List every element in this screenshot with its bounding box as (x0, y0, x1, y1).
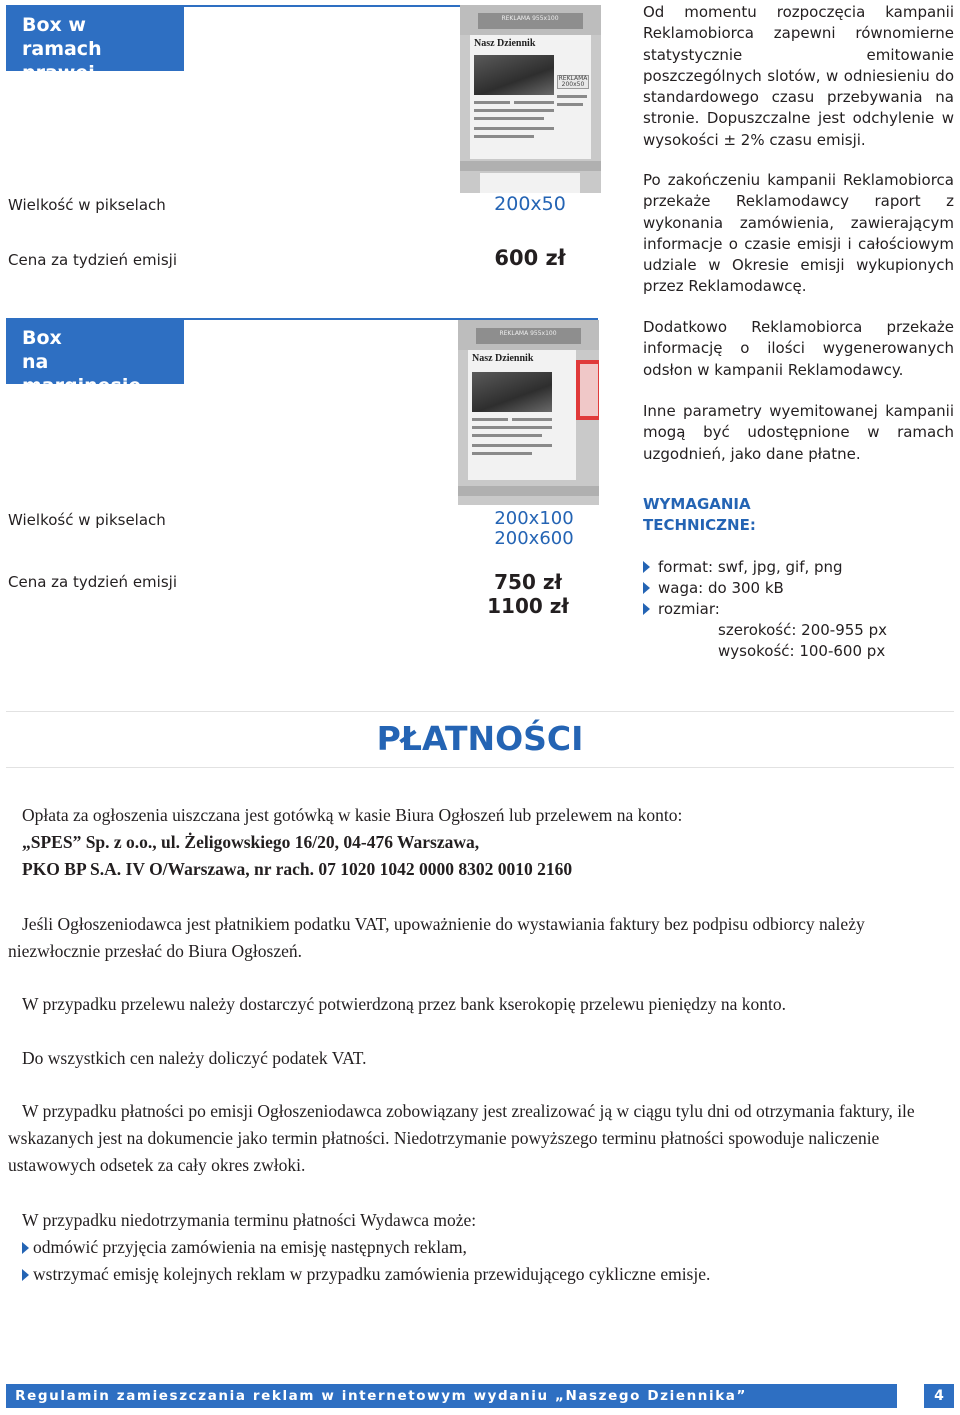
section2-label-line1: Box (22, 327, 62, 349)
tech-requirements-title-2: TECHNICZNE: (643, 516, 756, 534)
section2-size-value-2: 200x600 (494, 528, 574, 549)
margin-ad-outline (576, 360, 599, 420)
right-paragraph-4: Inne parametry wyemitowanej kampanii mogą być udostępnione w ramach uzgodnień, jako dane płatne. (643, 402, 954, 463)
right-paragraph-3: Dodatkowo Reklamobiorca przekaże informację o ilości wygenerowanych odsłon w kampanii Reklamodawcy. (643, 318, 954, 379)
section1-label (6, 5, 184, 108)
payments-title: PŁATNOŚCI (376, 719, 584, 758)
section2-thumb-masthead: REKLAMA 955x100 (499, 330, 557, 337)
tech-requirements-list (643, 557, 887, 662)
payments-paragraph-4: Do wszystkich cen należy doliczyć podatek VAT. (22, 1048, 367, 1068)
payments-paragraph-5: W przypadku płatności po emisji Ogłoszeniodawca zobowiązany jest zrealizować ją w ciągu tylu dni od otrzymania faktury, ile wskazanych jest na dokumencie jako termin płatności. Niedotrzymanie powyższego terminu płatności spowoduje naliczenie ustawowych odsetek za cały okres zwłoki. (8, 1101, 915, 1175)
payments-top-divider (6, 711, 954, 712)
page-number-value: 4 (934, 1388, 944, 1404)
section2-size-label: Wielkość w pikselach (8, 511, 166, 529)
right-paragraph-2: Po zakończeniu kampanii Reklamobiorca przekaże Reklamodawcy raport z wykonania zamówienia, zawierającym informacje o czasie emisji i całościowym udziale w Okresie emisji wykupionych przez Reklamodawcę. (643, 171, 954, 296)
list-item: wstrzymać emisję kolejnych reklam w przypadku zamówienia przewidującego cykliczne emisje. (8, 1261, 954, 1288)
payments-bottom-divider (6, 767, 954, 768)
payments-paragraph-3: W przypadku przelewu należy dostarczyć potwierdzoną przez bank kserokopię przelewu pieniędzy na konto. (22, 994, 787, 1014)
footer-bar (6, 1384, 897, 1408)
tech-requirements-title (643, 494, 756, 536)
list-item: rozmiar: (643, 599, 887, 620)
section1-thumb-ad: REKLAMA 200x50 (558, 75, 588, 88)
section1-price-label: Cena za tydzień emisji (8, 251, 177, 269)
section1-label-line1: Box w ramach (22, 14, 102, 60)
section2-price-value-1: 750 zł (494, 570, 562, 594)
bullet-arrow-icon (643, 561, 650, 573)
footer-text: Regulamin zamieszczania reklam w internetowym wydaniu „Naszego Dziennika” (15, 1388, 747, 1404)
section1-size-label: Wielkość w pikselach (8, 196, 166, 214)
page-number (924, 1384, 954, 1408)
section1-label-line2: prawej kolumny (22, 62, 113, 108)
tech-requirements-title-1: WYMAGANIA (643, 495, 751, 513)
section1-thumbnail (460, 5, 601, 193)
payments-paragraph-1: Opłata za ogłoszenia uiszczana jest gotówką w kasie Biura Ogłoszeń lub przelewem na konto: „SPES” Sp. z o.o., ul. Żeligowskiego 16/20, 04-476 Warszawa, PKO BP S.A. IV O/Warszawa, nr rach. 07 1020 1042 0000 8302 0010 2160 (22, 805, 683, 879)
list-item: waga: do 300 kB (643, 578, 887, 599)
section1-thumb-logo: Nasz Dziennik (474, 38, 536, 49)
section1-rule (184, 5, 460, 7)
section2-price-label: Cena za tydzień emisji (8, 573, 177, 591)
right-paragraph-1: Od momentu rozpoczęcia kampanii Reklamobiorca zapewni równomierne statystycznie emitowanie poszczególnych slotów, w odniesieniu do standardowego czasu przebywania na stronie. Dopuszczalne jest odchylenie w wysokości ± 2% czasu emisji. (643, 3, 954, 149)
list-item: odmówić przyjęcia zamówienia na emisję następnych reklam, (8, 1234, 954, 1261)
section2-thumbnail (458, 320, 599, 505)
section2-size-value-1: 200x100 (494, 508, 574, 529)
bullet-arrow-icon (22, 1242, 29, 1254)
section1-price-value: 600 zł (494, 246, 566, 270)
section1-size-value: 200x50 (494, 193, 566, 215)
payments-paragraph-6: W przypadku niedotrzymania terminu płatności Wydawca może: odmówić przyjęcia zamówienia na emisję następnych reklam, wstrzymać emisję kolejnych reklam w przypadku zamówienia przewidującego cykliczne emisje. (8, 1207, 954, 1288)
section2-price-value-2: 1100 zł (487, 594, 569, 618)
req-width: szerokość: 200-955 px (718, 621, 887, 639)
req-height: wysokość: 100-600 px (718, 642, 886, 660)
section1-thumb-masthead: REKLAMA 955x100 (501, 15, 559, 22)
section2-label-line2: na marginesie (22, 351, 142, 397)
list-item: format: swf, jpg, gif, png (643, 557, 887, 578)
payments-paragraph-2: Jeśli Ogłoszeniodawca jest płatnikiem podatku VAT, upoważnienie do wystawiania faktury bez podpisu odbiorcy należy niezwłocznie przesłać do Biura Ogłoszeń. (8, 914, 865, 961)
section2-thumb-logo: Nasz Dziennik (472, 353, 534, 364)
bullet-arrow-icon (643, 582, 650, 594)
section2-label (6, 318, 184, 397)
bullet-arrow-icon (22, 1269, 29, 1281)
bullet-arrow-icon (643, 603, 650, 615)
